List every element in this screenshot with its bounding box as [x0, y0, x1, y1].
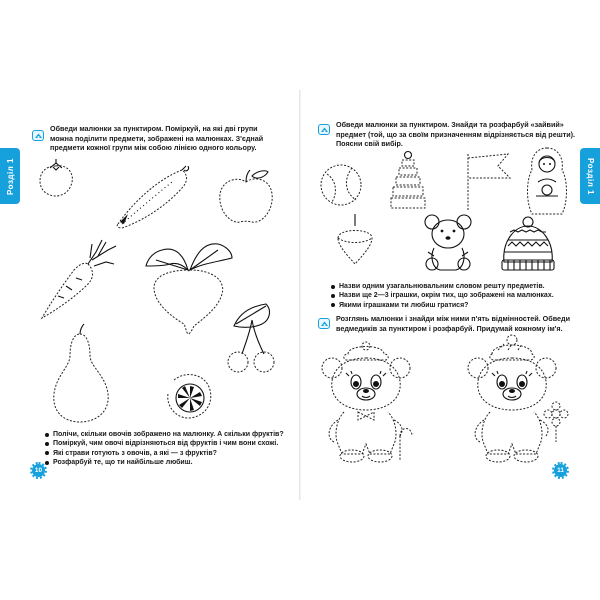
right-questions-list [330, 282, 580, 310]
question-item: Поміркуй, чим овочі відрізняються від фруктів і чим вони схожі. [44, 439, 284, 448]
question-item: Якими іграшками ти любиш гратися? [330, 301, 580, 310]
pear-picture[interactable] [50, 322, 112, 424]
bear-with-cane-picture[interactable] [318, 340, 418, 464]
ball-picture[interactable] [318, 162, 364, 208]
matryoshka-picture[interactable] [524, 146, 570, 218]
lemon-slice-picture[interactable] [164, 370, 214, 422]
task-badge-icon [318, 124, 330, 135]
section-tab-label: Розділ 1 [585, 157, 595, 195]
cucumber-picture[interactable] [112, 164, 192, 230]
tomato-picture[interactable] [36, 158, 76, 198]
section-tab-right [580, 148, 600, 204]
flag-picture[interactable] [458, 150, 514, 212]
spinning-top-picture[interactable] [332, 212, 378, 268]
task-badge-icon [32, 130, 44, 141]
left-questions-list [44, 430, 284, 468]
question-item: Назви одним узагальнювальним словом решту предметів. [330, 282, 580, 291]
pyramid-picture[interactable] [388, 150, 428, 212]
apple-picture[interactable] [216, 168, 276, 226]
task-badge-icon [318, 318, 330, 329]
right-page [300, 0, 600, 600]
question-item: Розфарбуй те, що ти найбільше любиш. [44, 458, 284, 467]
teddy-bear-picture[interactable] [420, 212, 476, 274]
left-instruction: Обведи малюнки за пунктиром. Поміркуй, на які дві групи можна поділити предмети, зображені на малюнках. З'єднай предмети кожної групи між собою лінією одного кольору. [50, 124, 264, 153]
question-item: Полічи, скільки овочів зображено на малюнку. А скільки фруктів? [44, 430, 284, 439]
section-tab-label: Розділ 1 [5, 157, 15, 195]
question-item: Які страви готують з овочів, а які — з фруктів? [44, 449, 284, 458]
right-task1-instruction: Обведи малюнки за пунктиром. Знайди та розфарбуй «зайвий» предмет (той, що за своїм призначенням відрізняється від решти). Поясни свій вибір. [336, 120, 576, 149]
section-tab-left [0, 148, 20, 204]
right-task2-instruction: Розглянь малюнки і знайди між ними п'ять відмінностей. Обведи ведмедиків за пунктиром і розфарбуй. Придумай кожному ім'я. [336, 314, 570, 333]
bear-with-flower-picture[interactable] [464, 334, 568, 462]
page-number-right: 11 [554, 464, 567, 477]
page-number-left: 10 [32, 464, 45, 477]
carrot-picture[interactable] [36, 236, 118, 320]
knit-hat-picture[interactable] [498, 216, 558, 272]
question-item: Назви ще 2—3 іграшки, окрім тих, що зображені на малюнках. [330, 291, 580, 300]
cherries-picture[interactable] [222, 302, 280, 376]
